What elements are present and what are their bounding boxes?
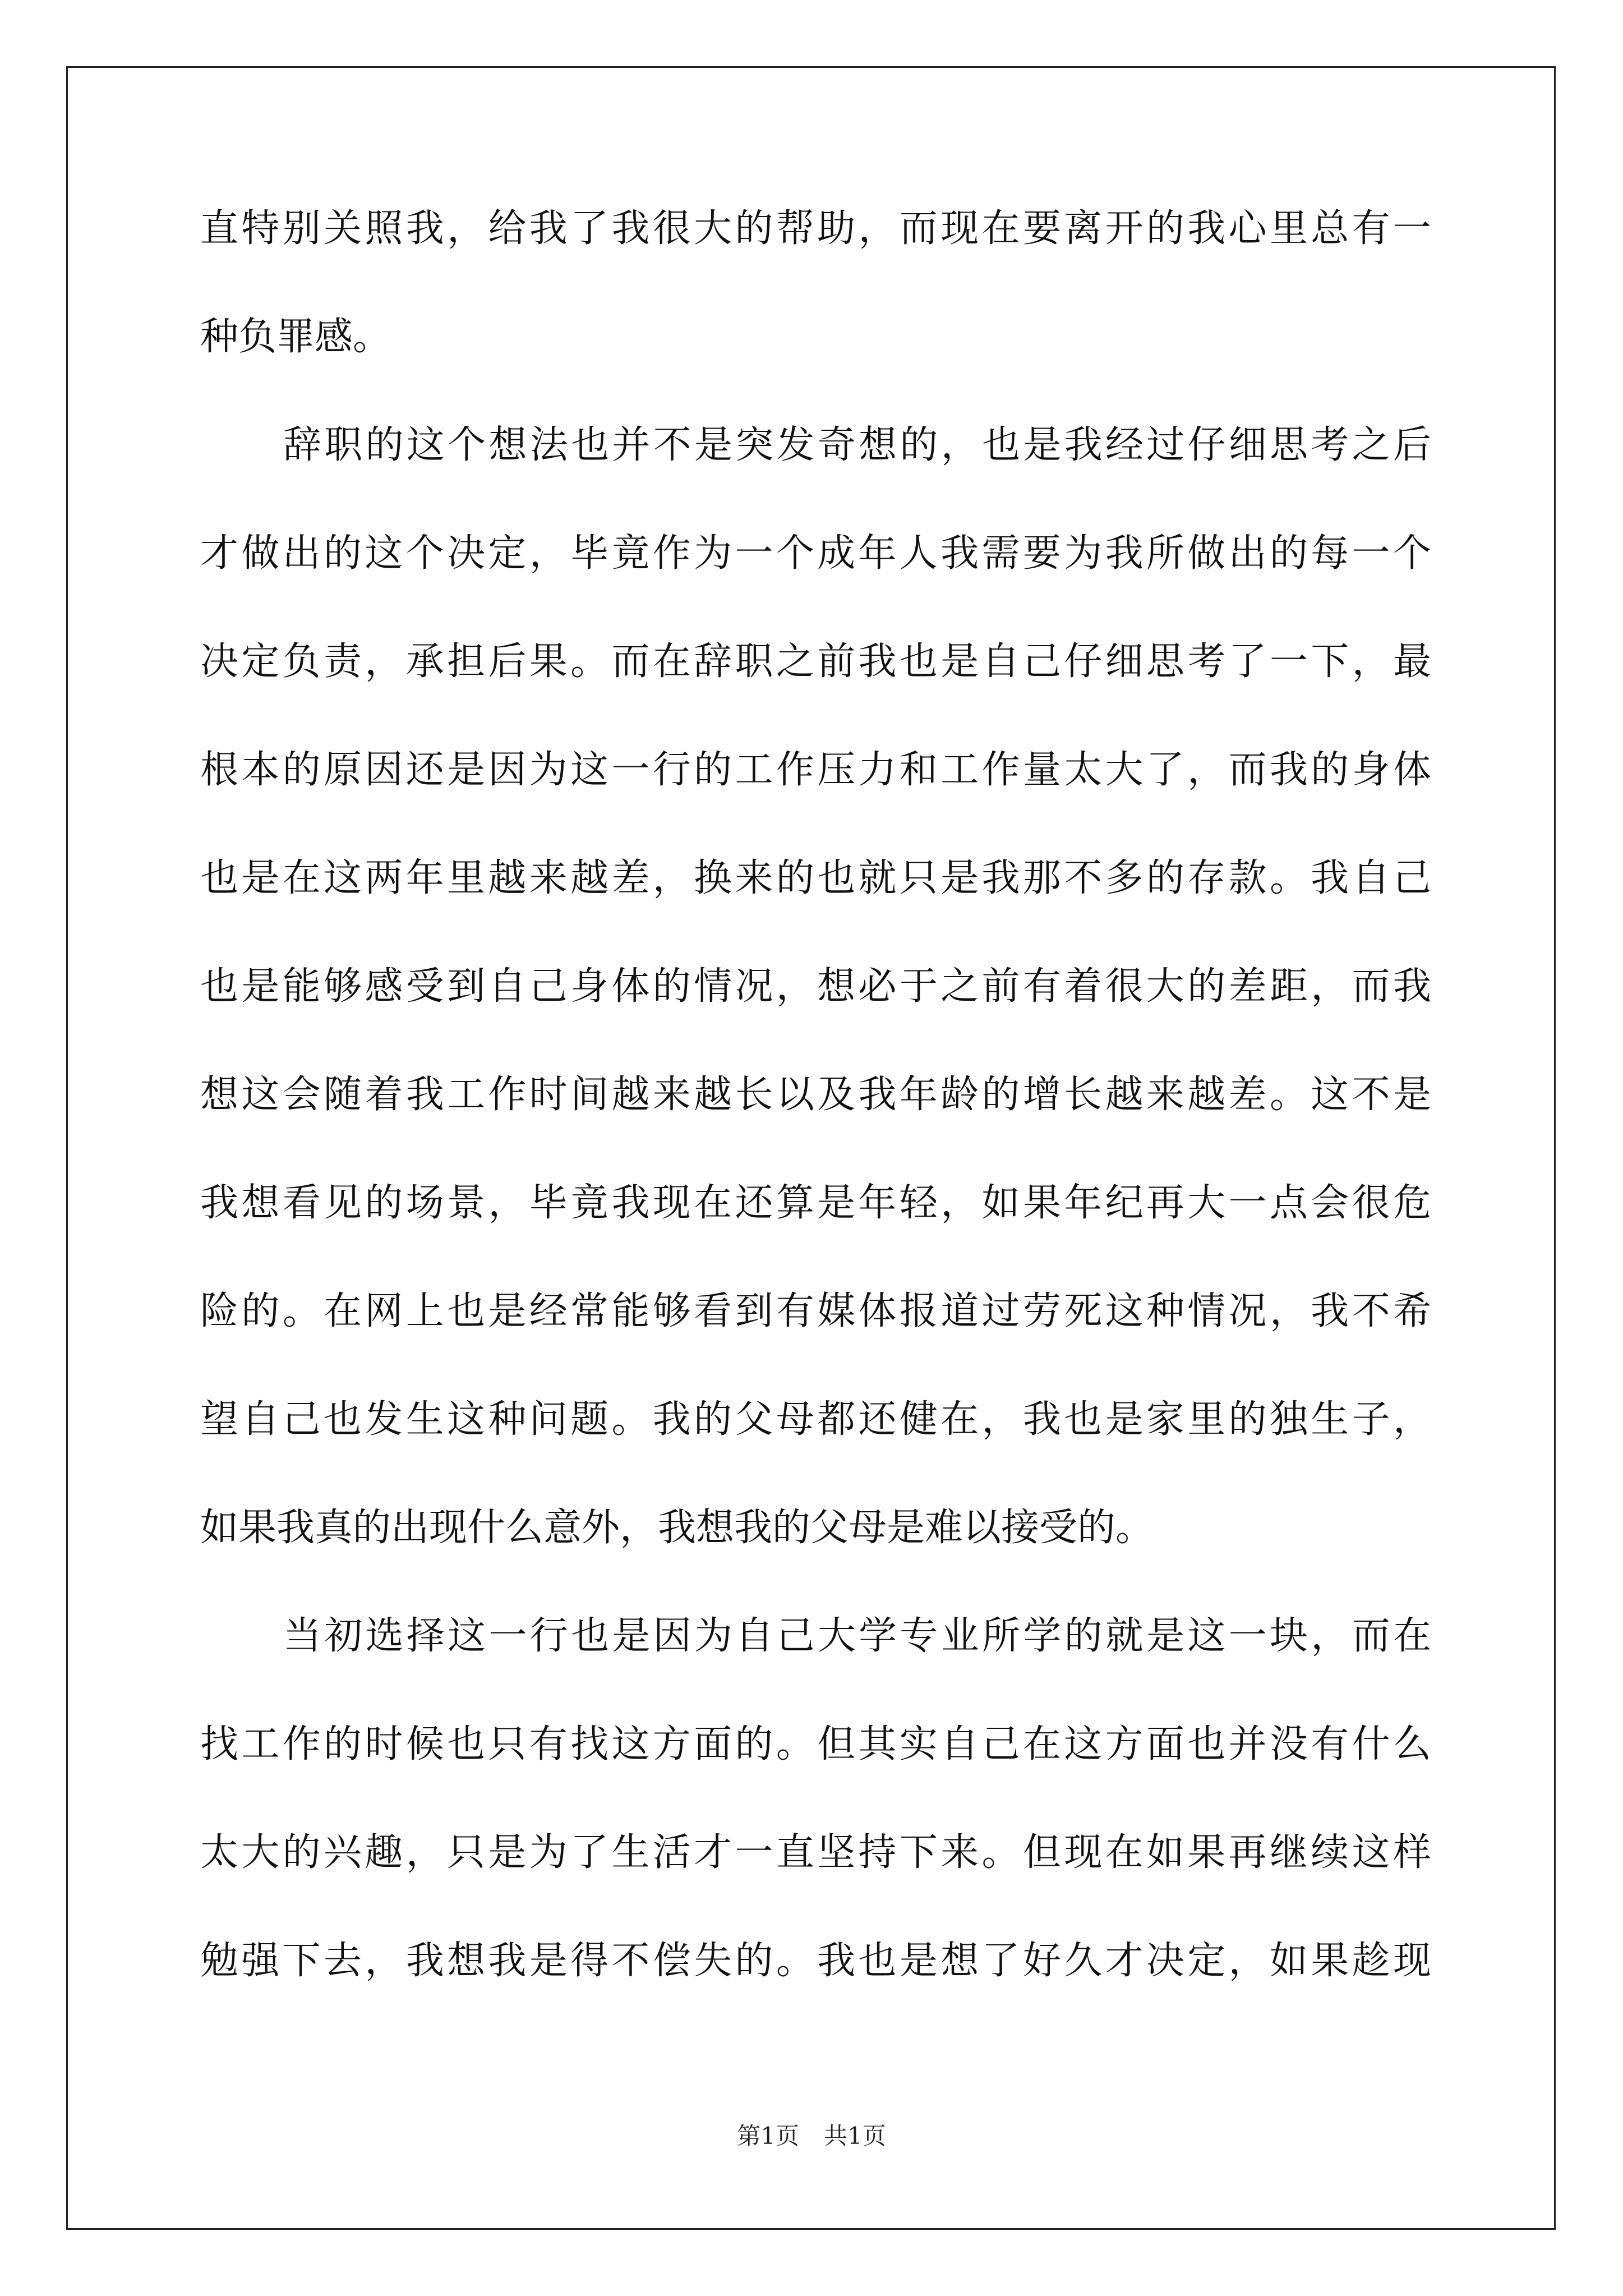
document-body bbox=[200, 202, 1431, 2042]
page-number: 第1页 bbox=[737, 2122, 799, 2150]
page-footer bbox=[0, 2120, 1623, 2152]
text-line: 太大的兴趣，只是为了生活才一直坚持下来。但现在如果再继续这样 bbox=[200, 1830, 1431, 1875]
page-total: 共1页 bbox=[824, 2122, 886, 2150]
text-line: 也是在这两年里越来越差，换来的也就只是我那不多的存款。我自己 bbox=[200, 856, 1431, 900]
text-line: 如果我真的出现什么意外，我想我的父母是难以接受的。 bbox=[200, 1506, 1154, 1550]
text-line: 也是能够感受到自己身体的情况，想必于之前有着很大的差距，而我 bbox=[200, 964, 1431, 1009]
text-line: 找工作的时候也只有找这方面的。但其实自己在这方面也并没有什么 bbox=[200, 1722, 1431, 1766]
text-line: 当初选择这一行也是因为自己大学专业所学的就是这一块，而在 bbox=[283, 1614, 1431, 1658]
text-line: 直特别关照我，给我了我很大的帮助，而现在要离开的我心里总有一 bbox=[200, 206, 1431, 251]
text-line: 望自己也发生这种问题。我的父母都还健在，我也是家里的独生子， bbox=[200, 1397, 1431, 1442]
text-line: 决定负责，承担后果。而在辞职之前我也是自己仔细思考了一下，最 bbox=[200, 639, 1431, 684]
text-line: 我想看见的场景，毕竟我现在还算是年轻，如果年纪再大一点会很危 bbox=[200, 1181, 1431, 1225]
text-line: 险的。在网上也是经常能够看到有媒体报道过劳死这种情况，我不希 bbox=[200, 1289, 1431, 1333]
text-line: 想这会随着我工作时间越来越长以及我年龄的增长越来越差。这不是 bbox=[200, 1073, 1431, 1117]
text-line: 才做出的这个决定，毕竟作为一个成年人我需要为我所做出的每一个 bbox=[200, 531, 1431, 576]
text-line: 勉强下去，我想我是得不偿失的。我也是想了好久才决定，如果趁现 bbox=[200, 1939, 1431, 1983]
text-line: 根本的原因还是因为这一行的工作压力和工作量太大了，而我的身体 bbox=[200, 748, 1431, 792]
text-line: 辞职的这个想法也并不是突发奇想的，也是我经过仔细思考之后 bbox=[283, 423, 1431, 467]
text-line: 种负罪感。 bbox=[200, 315, 391, 359]
